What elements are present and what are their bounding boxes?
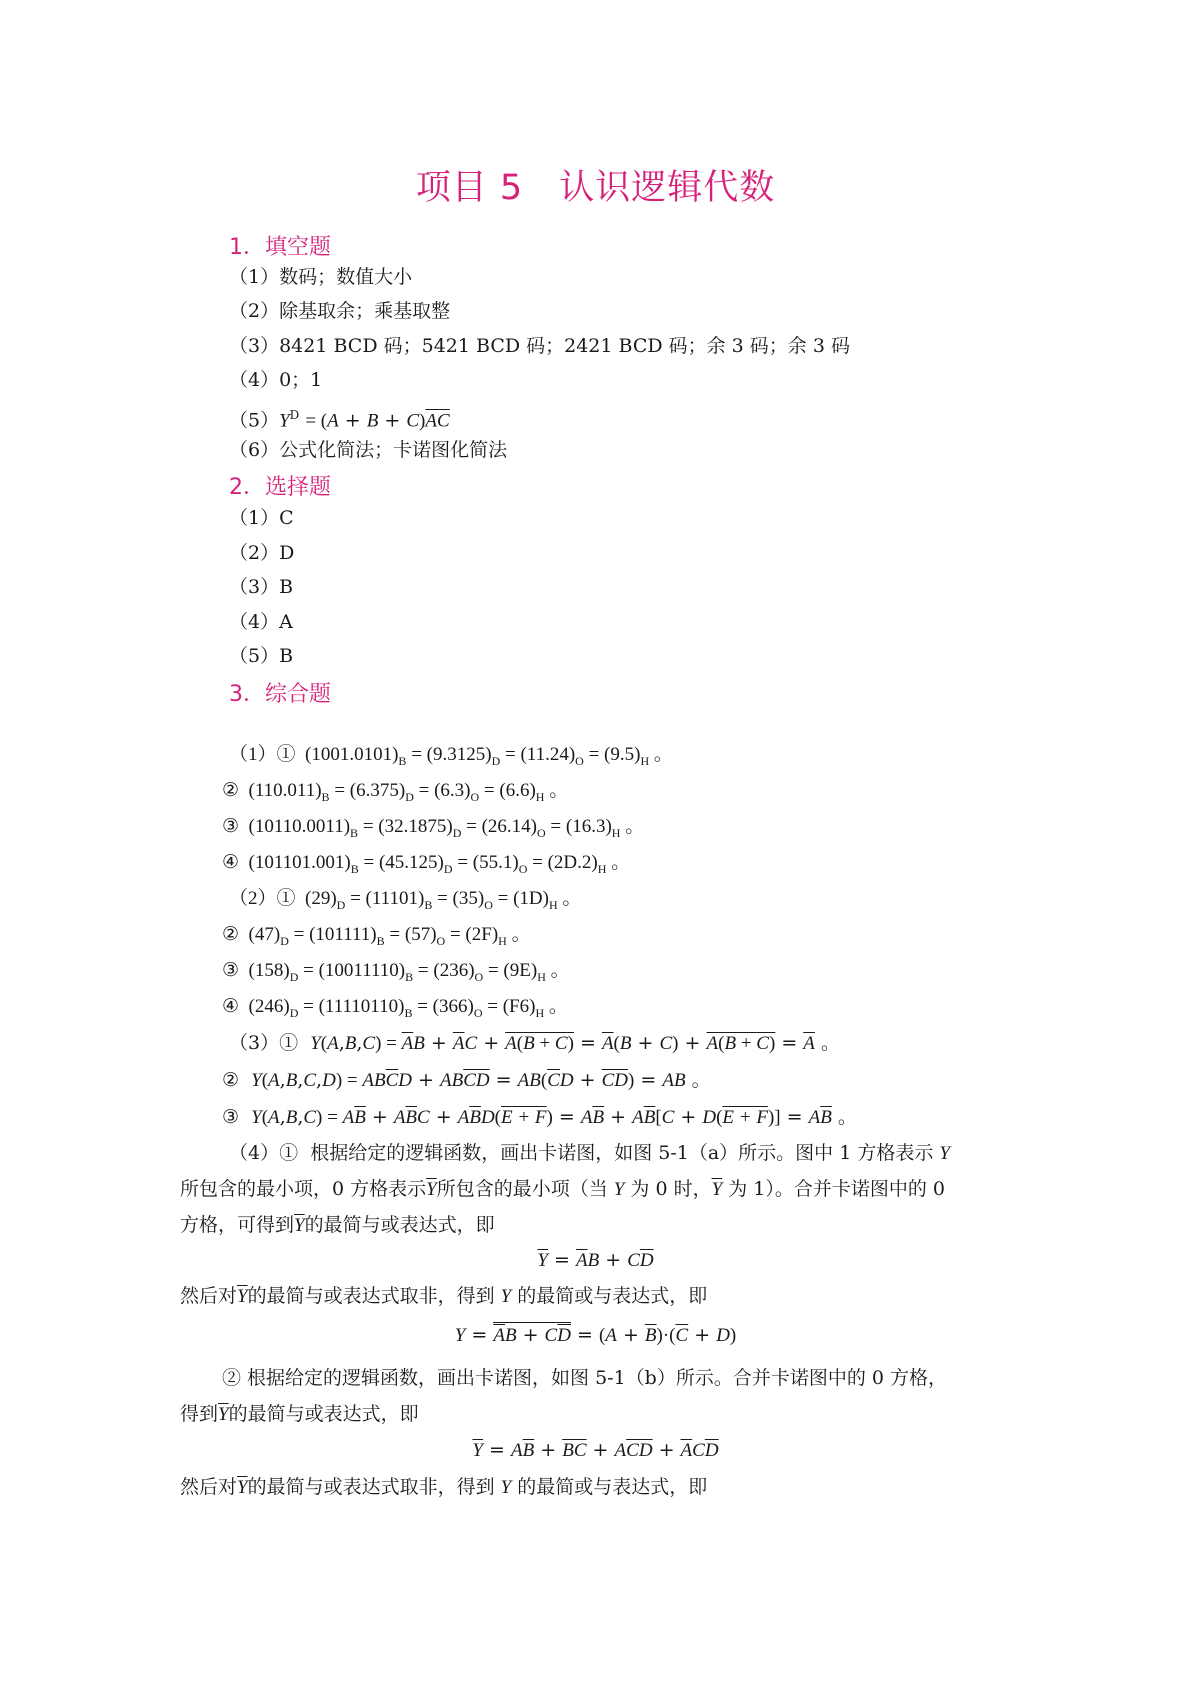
kmap-paragraph-line3: 方格，可得到$\overline{Y}$的最简与或表达式，即 xyxy=(180,1214,495,1236)
section-heading-comprehensive: 3．综合题 xyxy=(229,682,331,707)
conversion-2-3: ③ $(158)_D = (10011110)_B = (236)_O = (9E)_H$ 。 xyxy=(222,960,570,984)
then-line-2: 然后对$\overline{Y}$的最简与或表达式取非，得到 Y 的最简或与表达式，即 xyxy=(180,1476,708,1498)
fill-answer-5: $(5)Y^D = (A + B + C)\overline{AC}$ xyxy=(229,408,450,432)
choice-answer-4: （4）A xyxy=(229,611,293,633)
fill-answer-2: （2）除基取余；乘基取整 xyxy=(229,300,451,322)
fill-answer-6: （6）公式化简法；卡诺图化简法 xyxy=(229,439,508,461)
choice-answer-3: （3）B xyxy=(229,576,294,598)
section-heading-choice: 2．选择题 xyxy=(229,475,331,500)
fill-answer-1: （1）数码；数值大小 xyxy=(229,266,413,288)
page-title: 项目 5 认识逻辑代数 xyxy=(415,168,776,208)
kmap-paragraph-line1: （4）① 根据给定的逻辑函数，画出卡诺图，如图 5-1（a）所示。图中 1 方格表示 Y xyxy=(229,1142,950,1164)
choice-answer-5: （5）B xyxy=(229,645,294,667)
kmap-b-paragraph-line1: ② 根据给定的逻辑函数，画出卡诺图，如图 5-1（b）所示。合并卡诺图中的 0 方格， xyxy=(222,1367,948,1389)
equation-ybar-1: $\overline{Y} = \overline{A}B + C\overline{D}$ xyxy=(537,1249,654,1271)
section-heading-fill: 1．填空题 xyxy=(229,235,331,260)
then-line-1: 然后对$\overline{Y}$的最简与或表达式取非，得到 Y 的最简或与表达式，即 xyxy=(180,1285,708,1307)
fill-answer-4: （4）0；1 xyxy=(229,369,323,391)
equation-y-1: $Y = \overline{A}B + C\overline{D} = (A + \overline{B})\cdot(\overline{C} + D)$ xyxy=(454,1324,737,1346)
conversion-1-2: ② $(110.011)_B = (6.375)_D = (6.3)_O = (6.6)_H$ 。 xyxy=(222,780,569,804)
equation-ybar-2: $\overline{Y} = A\overline{B} + \overline{B}\overline{C} + A\overline{C}\overline{D} + \overline{A}C\overline{D}$ xyxy=(472,1439,719,1461)
conversion-2-1: （2）① $(29)_D = (11101)_B = (35)_O = (1D)_H$ 。 xyxy=(229,888,582,912)
conversion-1-4: ④ $(101101.001)_B = (45.125)_D = (55.1)_O = (2D.2)_H$ 。 xyxy=(222,852,631,876)
simplify-3-2: ② $Y(A,B,C,D) = AB\overline{C}D + AB\overline{CD} = AB(\overline{C}D + \overline{CD})$ = AB 。 xyxy=(222,1069,711,1091)
kmap-paragraph-line2: 所包含的最小项，0 方格表示$\overline{Y}$所包含的最小项（当 Y 为 0 时，$\overline{Y}$ 为 1）。合并卡诺图中的 0 xyxy=(180,1178,945,1200)
conversion-2-4: ④ $(246)_D = (11110110)_B = (366)_O = (F6)_H$ 。 xyxy=(222,996,568,1020)
conversion-1-3: ③ $(10110.0011)_B = (32.1875)_D = (26.14)_O = (16.3)_H$ 。 xyxy=(222,816,645,840)
choice-answer-1: （1）C xyxy=(229,507,294,529)
simplify-3-1: （3）① $Y(A,B,C) = \overline{A}B + \overline{A}C + \overline{A}(B + C) = \overline{A}(B + C) + \overline{A}(B + C) = \overline{A}$ 。 xyxy=(229,1032,840,1054)
conversion-1-1: （1）① $(1001.0101)_B = (9.3125)_D = (11.24)_O = (9.5)_H$ 。 xyxy=(229,744,673,768)
kmap-b-paragraph-line2: 得到$\overline{Y}$的最简与或表达式，即 xyxy=(180,1403,419,1425)
conversion-2-2: ② $(47)_D = (101111)_B = (57)_O = (2F)_H$ 。 xyxy=(222,924,531,948)
simplify-3-3: ③ $Y(A,B,C) = A\overline{B} + A\overline{B}C + A\overline{B}D(E + F) = A\overline{B} + A\overline{B}[C + D(E + F)] = A\overline{B}$ 。 xyxy=(222,1106,857,1128)
choice-answer-2: （2）D xyxy=(229,542,295,564)
fill-answer-3: （3）8421 BCD 码；5421 BCD 码；2421 BCD 码；余 3 码；余 3 码 xyxy=(229,335,850,357)
